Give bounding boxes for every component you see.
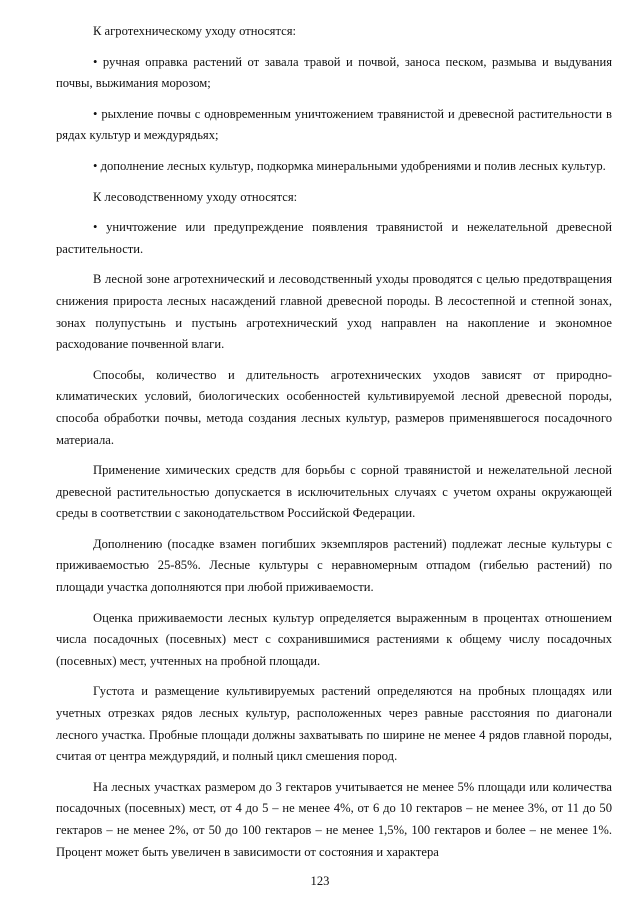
paragraph-sample-plots: На лесных участках размером до 3 гектаров учитывается не менее 5% площади или количества посадочных (посевных) мест, от 4 до 5 – не менее 4%, от 6 до 10 гектаров – не менее 3%, от 11 до 50 гектаров – не менее 2%, от 50 до 100 гектаров – не менее 1,5%, 100 гектаров и более – не менее 1%. Процент может быть увеличен в зависимости от состояния и характера (56, 779, 612, 859)
paragraph-agrotech-intro: К агротехническому уходу относятся: (93, 24, 297, 38)
paragraph-survival-assessment: Оценка приживаемости лесных культур определяется выраженным в процентах отношением числа посадочных (посевных) мест с сохранившимися растениями к общему числу посадочных (посевных) мест, учтенных на пробной площади. (56, 610, 612, 668)
page-number: 123 (310, 874, 330, 888)
paragraph-supplementing: Дополнению (посадке взамен погибших экземпляров растений) подлежат лесные культуры с приживаемостью 25-85%. Лесные культуры с неравномерным отпадом (гибелью растений) по площади участка дополняются при любой приживаемости. (56, 536, 612, 595)
paragraph-silvicultural-intro: К лесоводственному уходу относятся: (93, 189, 298, 204)
paragraph-density: Густота и размещение культивируемых растений определяются на пробных площадях или учетных отрезках рядов лесных культур, расположенных через равные расстояния по диагонали лесного участка. Пробные площади должны захватывать по ширине не менее 4 рядов главной породы, считая от центра междурядий, и полный цикл смешения пород. (56, 684, 612, 764)
bullet-vegetation-removal: • уничтожение или предупреждение появления травянистой и нежелательной древесной растительности. (56, 217, 612, 260)
bullet-supplementing-cultures: • дополнение лесных культур, подкормка минеральными удобрениями и полив лесных культур. (56, 156, 612, 178)
bullet-soil-loosening: • рыхление почвы с одновременным уничтожением травянистой и древесной растительности в рядах культур и междурядьях; (56, 104, 612, 147)
paragraph-forest-zone: В лесной зоне агротехнический и лесоводственный уходы проводятся с целью предотвращения снижения прироста лесных насаждений главной древесной породы. В лесостепной и степной зонах, зонах полупустынь и пустынь агротехнический уход направлен на накопление и экономное расходование почвенной влаги. (56, 272, 612, 352)
bullet-manual-straightening: • ручная оправка растений от завала травой и почвой, заноса песком, размыва и выдувания почвы, выжимания морозом; (56, 52, 612, 95)
paragraph-methods: Способы, количество и длительность агротехнических уходов зависят от природно-климатических условий, биологических особенностей культивируемой лесной древесной породы, способа обработки почвы, метода создания лесных культур, размеров применявшегося посадочного материала. (56, 367, 612, 447)
paragraph-chemicals: Применение химических средств для борьбы с сорной травянистой и нежелательной лесной древесной растительностью допускается в исключительных случаях с учетом охраны окружающей среды в соответствии с законодательством Российской Федерации. (56, 463, 612, 521)
